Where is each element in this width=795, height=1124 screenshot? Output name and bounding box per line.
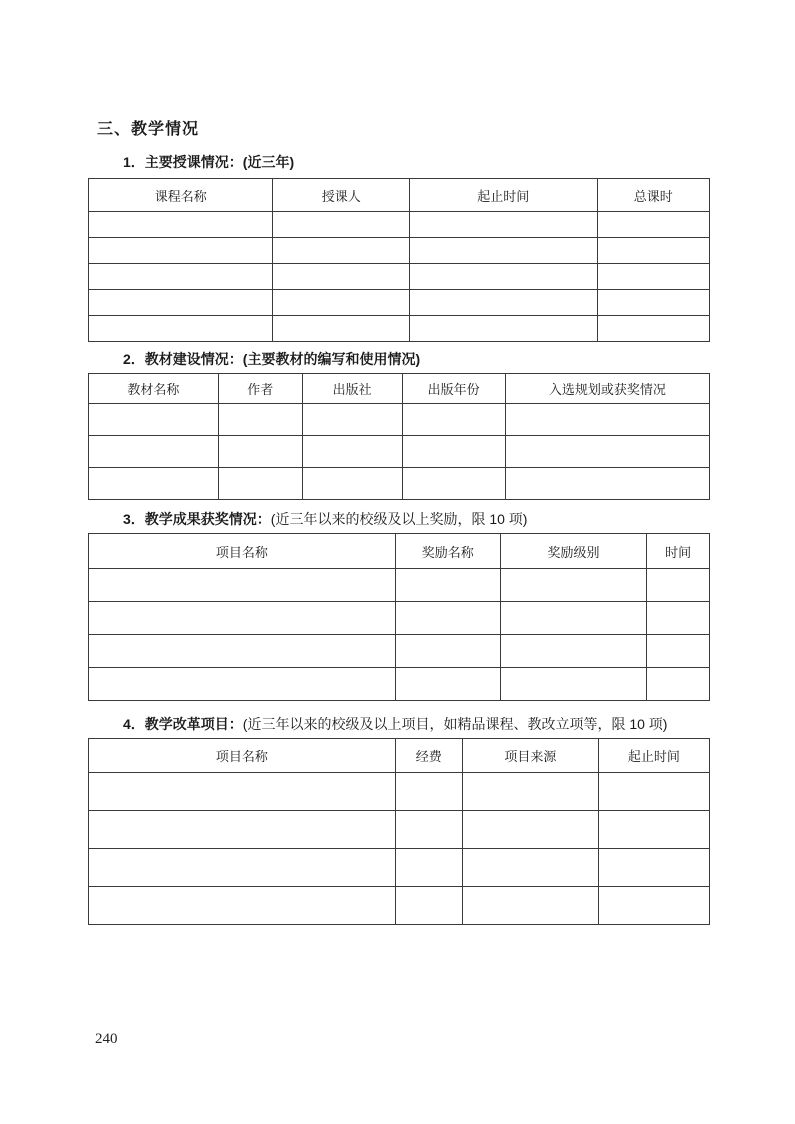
empty-cell (89, 887, 396, 925)
table-row (89, 212, 710, 238)
table-row (89, 773, 710, 811)
table-row (89, 602, 710, 635)
table-header-row (89, 374, 710, 404)
empty-cell (647, 635, 710, 668)
empty-cell (89, 635, 396, 668)
empty-cell (462, 773, 598, 811)
table-row (89, 635, 710, 668)
empty-cell (89, 264, 273, 290)
empty-cell (273, 264, 410, 290)
table-header-row (89, 534, 710, 569)
empty-cell (598, 811, 709, 849)
empty-cell (597, 238, 709, 264)
empty-cell (500, 602, 647, 635)
table-header-row (89, 739, 710, 773)
column-header: 入选规划或获奖情况 (505, 374, 709, 404)
column-header: 授课人 (273, 179, 410, 212)
section-title: 三、教学情况 (97, 121, 200, 138)
column-header: 奖励级别 (500, 534, 647, 569)
empty-cell (647, 569, 710, 602)
table-row (89, 238, 710, 264)
empty-cell (500, 635, 647, 668)
column-header: 经费 (395, 739, 462, 773)
empty-cell (402, 436, 505, 468)
subsection-label: 1．主要授课情况： (123, 154, 243, 170)
empty-cell (273, 316, 410, 342)
table-row (89, 290, 710, 316)
column-header: 项目名称 (89, 534, 396, 569)
subsection-note: (近三年以来的校级及以上奖励，限 10 项) (270, 511, 528, 527)
empty-cell (598, 887, 709, 925)
courses-table (88, 178, 710, 342)
empty-cell (505, 436, 709, 468)
empty-cell (410, 316, 598, 342)
column-header: 奖励名称 (395, 534, 500, 569)
column-header: 项目名称 (89, 739, 396, 773)
reform-projects-table (88, 738, 710, 925)
empty-cell (273, 290, 410, 316)
empty-cell (462, 849, 598, 887)
column-header: 起止时间 (410, 179, 598, 212)
table-row (89, 668, 710, 701)
empty-cell (410, 212, 598, 238)
subsection-label: 2．教材建设情况： (123, 351, 243, 367)
table-row (89, 811, 710, 849)
empty-cell (395, 635, 500, 668)
table-row (89, 436, 710, 468)
subsection-note: (近三年) (242, 154, 295, 170)
empty-cell (302, 468, 402, 500)
empty-cell (89, 436, 219, 468)
column-header: 项目来源 (462, 739, 598, 773)
empty-cell (410, 238, 598, 264)
empty-cell (89, 849, 396, 887)
column-header: 课程名称 (89, 179, 273, 212)
empty-cell (395, 602, 500, 635)
table-row (89, 264, 710, 290)
empty-cell (273, 212, 410, 238)
table-row (89, 468, 710, 500)
empty-cell (598, 849, 709, 887)
empty-cell (395, 668, 500, 701)
empty-cell (218, 436, 302, 468)
empty-cell (395, 887, 462, 925)
empty-cell (505, 468, 709, 500)
empty-cell (89, 668, 396, 701)
page-number: 240 (95, 1031, 118, 1047)
subsection-note: (近三年以来的校级及以上项目，如精品课程、教改立项等，限 10 项) (242, 716, 668, 732)
empty-cell (500, 569, 647, 602)
awards-table (88, 533, 710, 701)
empty-cell (597, 264, 709, 290)
table-row (89, 569, 710, 602)
table-header-row (89, 179, 710, 212)
empty-cell (395, 773, 462, 811)
column-header: 作者 (218, 374, 302, 404)
column-header: 教材名称 (89, 374, 219, 404)
empty-cell (302, 404, 402, 436)
empty-cell (597, 316, 709, 342)
empty-cell (89, 811, 396, 849)
empty-cell (402, 468, 505, 500)
subsection-label: 3．教学成果获奖情况： (123, 511, 271, 527)
table-row (89, 887, 710, 925)
column-header: 出版年份 (402, 374, 505, 404)
table-row (89, 404, 710, 436)
empty-cell (302, 436, 402, 468)
subsection-heading-2 (123, 349, 420, 369)
empty-cell (410, 290, 598, 316)
empty-cell (505, 404, 709, 436)
empty-cell (89, 238, 273, 264)
subsection-label: 4．教学改革项目： (123, 716, 243, 732)
empty-cell (395, 811, 462, 849)
empty-cell (218, 404, 302, 436)
empty-cell (410, 264, 598, 290)
empty-cell (402, 404, 505, 436)
subsection-heading-3 (123, 509, 527, 529)
empty-cell (89, 569, 396, 602)
subsection-heading-4 (123, 714, 667, 734)
empty-cell (89, 290, 273, 316)
column-header: 起止时间 (598, 739, 709, 773)
subsection-note: (主要教材的编写和使用情况) (242, 351, 421, 367)
table-row (89, 849, 710, 887)
empty-cell (598, 773, 709, 811)
textbooks-table (88, 373, 710, 500)
empty-cell (89, 773, 396, 811)
empty-cell (597, 212, 709, 238)
empty-cell (462, 887, 598, 925)
column-header: 总课时 (597, 179, 709, 212)
empty-cell (89, 212, 273, 238)
subsection-heading-1 (123, 152, 294, 172)
empty-cell (395, 849, 462, 887)
empty-cell (647, 668, 710, 701)
table-row (89, 316, 710, 342)
empty-cell (89, 404, 219, 436)
empty-cell (395, 569, 500, 602)
empty-cell (647, 602, 710, 635)
empty-cell (218, 468, 302, 500)
empty-cell (273, 238, 410, 264)
empty-cell (89, 602, 396, 635)
empty-cell (89, 316, 273, 342)
empty-cell (597, 290, 709, 316)
empty-cell (462, 811, 598, 849)
column-header: 出版社 (302, 374, 402, 404)
empty-cell (89, 468, 219, 500)
column-header: 时间 (647, 534, 710, 569)
empty-cell (500, 668, 647, 701)
